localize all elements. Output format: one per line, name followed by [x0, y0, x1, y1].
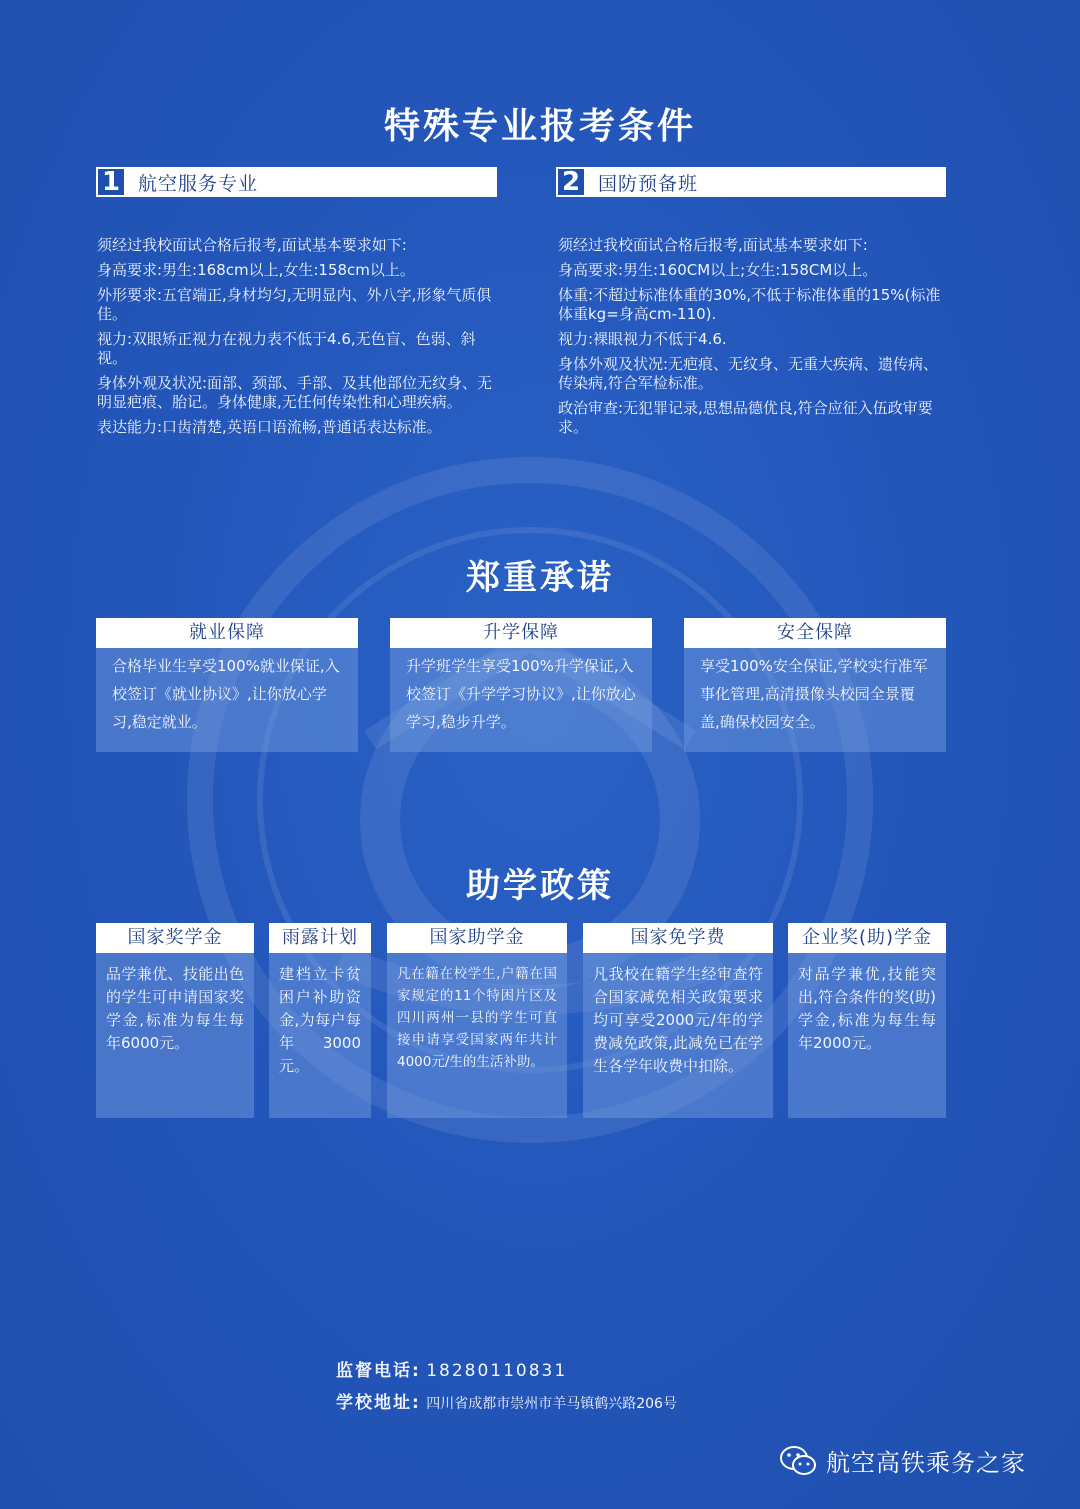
aid-card-title: 国家助学金 — [387, 923, 567, 953]
aid-card-title: 雨露计划 — [269, 923, 371, 953]
promise-card-text: 合格毕业生享受100%就业保证,入校签订《就业协议》,让你放心学习,稳定就业。 — [96, 648, 358, 752]
promise-card-further-study — [390, 618, 652, 752]
phone-label: 监督电话: — [336, 1361, 421, 1381]
promise-card-title: 安全保障 — [684, 618, 946, 648]
page-title: 特殊专业报考条件 — [383, 106, 696, 147]
aid-card-national-scholarship — [96, 923, 254, 1118]
requirement-line: 身体外观及状况:面部、颈部、手部、及其他部位无纹身、无明显疤痕、胎记。身体健康,无任何传染性和心理疾病。 — [97, 374, 493, 411]
promise-card-text: 升学班学生享受100%升学保证,入校签订《升学学习协议》,让你放心学习,稳步升学。 — [390, 648, 652, 752]
aid-card-text: 品学兼优、技能出色的学生可申请国家奖学金,标准为每生每年6000元。 — [96, 953, 254, 1118]
requirement-line: 视力:双眼矫正视力在视力表不低于4.6,无色盲、色弱、斜视。 — [97, 330, 476, 367]
promise-title: 郑重承诺 — [466, 558, 614, 598]
requirement-line: 视力:裸眼视力不低于4.6. — [558, 330, 727, 348]
requirement-line: 身体外观及状况:无疤痕、无纹身、无重大疾病、遗传病、传染病,符合军检标准。 — [558, 355, 939, 392]
wechat-icon — [780, 1445, 816, 1477]
address-label: 学校地址: — [336, 1393, 421, 1413]
requirement-line: 身高要求:男生:160CM以上;女生:158CM以上。 — [558, 261, 878, 279]
requirement-line: 政治审查:无犯罪记录,思想品德优良,符合应征入伍政审要求。 — [558, 399, 933, 436]
section-header-aviation — [96, 167, 497, 197]
requirement-line: 外形要求:五官端正,身材均匀,无明显内、外八字,形象气质俱佳。 — [97, 286, 492, 323]
aid-card-text: 建档立卡贫困户补助资金,为每户每年3000元。 — [269, 953, 371, 1118]
wechat-account-name: 航空高铁乘务之家 — [826, 1449, 1026, 1477]
requirement-line: 体重:不超过标准体重的30%,不低于标准体重的15%(标准体重kg=身高cm-110). — [558, 286, 941, 323]
address-text: 四川省成都市崇州市羊马镇鹤兴路206号 — [426, 1396, 677, 1412]
promise-card-text: 享受100%安全保证,学校实行准军事化管理,高清摄像头校园全景覆盖,确保校园安全。 — [684, 648, 946, 752]
aid-card-title: 国家免学费 — [583, 923, 773, 953]
aid-card-title: 国家奖学金 — [96, 923, 254, 953]
section-label: 航空服务专业 — [138, 172, 259, 195]
section-label: 国防预备班 — [598, 172, 699, 195]
promise-card-title: 就业保障 — [96, 618, 358, 648]
aid-card-text: 对品学兼优,技能突出,符合条件的奖(助)学金,标准为每生每年2000元。 — [788, 953, 946, 1118]
aid-card-enterprise-scholarship — [788, 923, 946, 1118]
aid-title: 助学政策 — [466, 866, 614, 906]
section-number: 1 — [96, 167, 126, 197]
aid-card-tuition-waiver — [583, 923, 773, 1118]
wechat-account — [780, 1443, 1026, 1478]
aid-card-national-grant — [387, 923, 567, 1118]
aviation-requirements — [97, 236, 502, 443]
requirement-line: 须经过我校面试合格后报考,面试基本要求如下: — [558, 236, 868, 254]
section-number: 2 — [556, 167, 586, 197]
promise-card-employment — [96, 618, 358, 752]
requirement-line: 身高要求:男生:168cm以上,女生:158cm以上。 — [97, 261, 415, 279]
school-address — [336, 1388, 677, 1413]
phone-number: 18280110831 — [426, 1361, 568, 1381]
defense-requirements — [558, 236, 950, 443]
supervision-phone — [336, 1356, 567, 1381]
promise-card-title: 升学保障 — [390, 618, 652, 648]
aid-card-title: 企业奖(助)学金 — [788, 923, 946, 953]
requirement-line: 表达能力:口齿清楚,英语口语流畅,普通话表达标准。 — [97, 418, 442, 436]
aid-card-text: 凡在籍在校学生,户籍在国家规定的11个特困片区及四川两州一县的学生可直接申请享受国家两年共计4000元/生的生活补助。 — [387, 953, 567, 1118]
aid-card-yulu-plan — [269, 923, 371, 1118]
promise-card-safety — [684, 618, 946, 752]
aid-card-text: 凡我校在籍学生经审查符合国家减免相关政策要求均可享受2000元/年的学费减免政策,此减免已在学生各学年收费中扣除。 — [583, 953, 773, 1118]
requirement-line: 须经过我校面试合格后报考,面试基本要求如下: — [97, 236, 407, 254]
section-header-defense — [556, 167, 946, 197]
